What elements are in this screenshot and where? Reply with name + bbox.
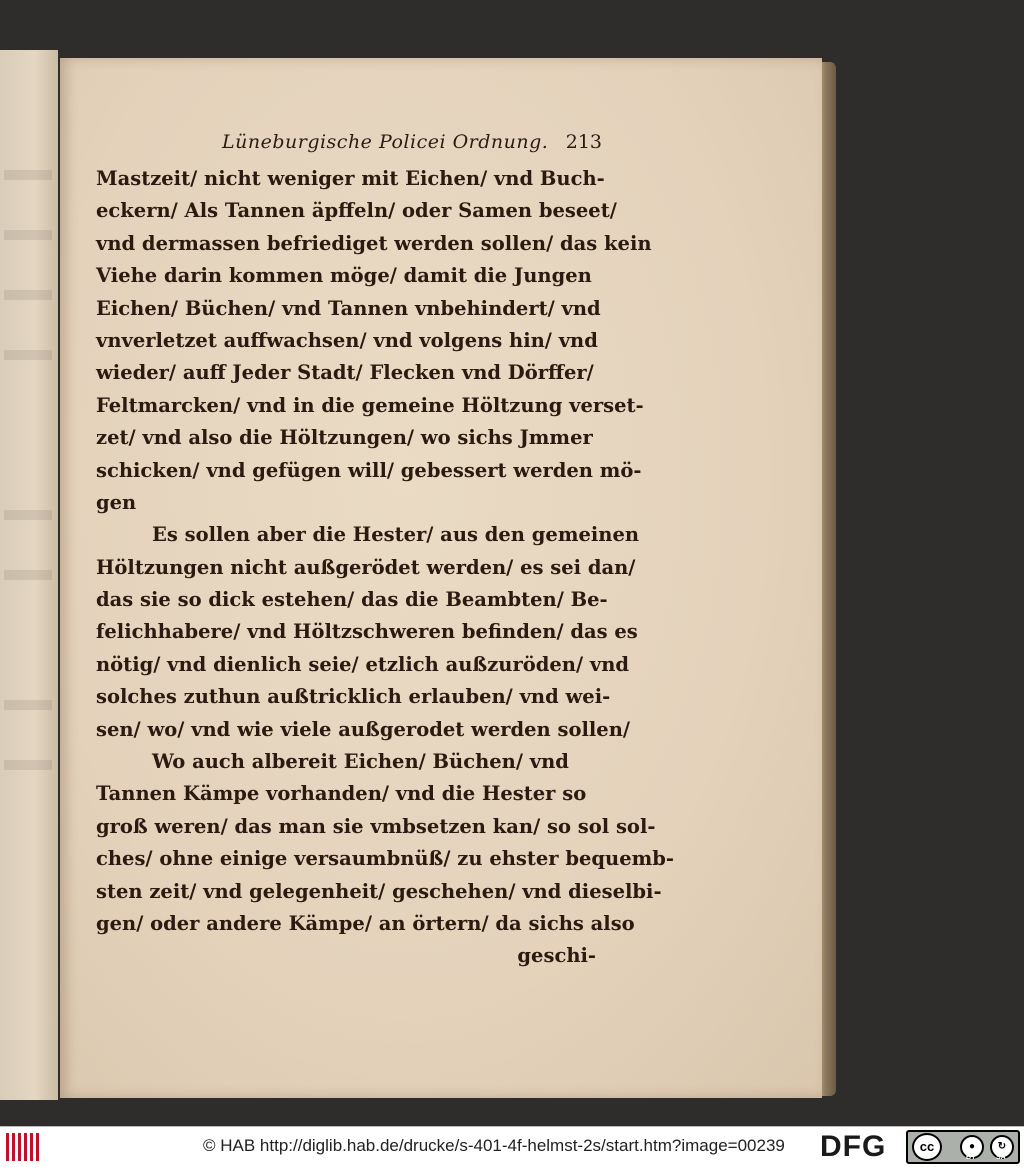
copyright-link[interactable]: © HAB http://diglib.hab.de/drucke/s-401-4f-helmst-2s/start.htm?image=00239 — [203, 1136, 785, 1155]
text-line: vnd dermassen befriediget werden sollen/ das kein — [96, 231, 652, 255]
bleed-through-text — [4, 230, 52, 240]
text-line: Wo auch albereit Eichen/ Büchen/ vnd — [152, 750, 569, 774]
text-line: Es sollen aber die Hester/ aus den gemeinen — [152, 523, 640, 547]
text-line: schicken/ vnd gefügen will/ gebessert werden mö- — [96, 458, 642, 482]
text-line: Eichen/ Büchen/ vnd Tannen vnbehindert/ vnd — [96, 296, 601, 320]
person-icon: ● — [960, 1135, 984, 1159]
text-line: sen/ wo/ vnd wie viele außgerodet werden sollen/ — [96, 717, 631, 741]
text-line: zet/ vnd also die Höltzungen/ wo sichs Jmmer — [96, 426, 593, 450]
text-line: felichhabere/ vnd Höltzschweren befinden/ das es — [96, 620, 638, 644]
bleed-through-text — [4, 290, 52, 300]
page-header — [222, 131, 602, 153]
text-line: Viehe darin kommen möge/ damit die Jungen — [96, 264, 592, 288]
bleed-through-text — [4, 170, 52, 180]
cc-icon: cc — [912, 1133, 942, 1161]
text-line: groß weren/ das man sie vmbsetzen kan/ so sol sol- — [96, 814, 656, 838]
text-line: solches zuthun außtricklich erlauben/ vnd wei- — [96, 685, 611, 709]
text-line: nötig/ vnd dienlich seie/ etzlich außzuröden/ vnd — [96, 652, 630, 676]
viewer-footer — [0, 1126, 1024, 1167]
text-line: vnverletzet auffwachsen/ vnd volgens hin/ vnd — [96, 328, 598, 352]
text-line: gen — [96, 490, 137, 514]
bleed-through-text — [4, 350, 52, 360]
text-line: gen/ oder andere Kämpe/ an örtern/ da sichs also — [96, 911, 635, 935]
bleed-through-text — [4, 700, 52, 710]
text-line: wieder/ auff Jeder Stadt/ Flecken vnd Dörffer/ — [96, 361, 594, 385]
text-line: Höltzungen nicht außgerödet werden/ es sei dan/ — [96, 555, 636, 579]
running-title: Lüneburgische Policei Ordnung. — [222, 131, 549, 153]
license-sa-label: SA — [996, 1154, 1006, 1161]
text-line: eckern/ Als Tannen äpffeln/ oder Samen beseet/ — [96, 199, 617, 223]
text-line: ches/ ohne einige versaumbnüß/ zu ehster bequemb- — [96, 847, 674, 871]
bleed-through-text — [4, 760, 52, 770]
hab-logo-icon — [6, 1133, 40, 1161]
text-line: Tannen Kämpe vorhanden/ vnd die Hester so — [96, 782, 587, 806]
page-number: 213 — [565, 131, 602, 153]
bleed-through-text — [4, 570, 52, 580]
facing-page-edge — [0, 50, 58, 1100]
text-line: das sie so dick estehen/ das die Beambten/ Be- — [96, 588, 608, 612]
text-line: geschi- — [517, 944, 596, 968]
bleed-through-text — [4, 510, 52, 520]
share-alike-icon: ↻ — [990, 1135, 1014, 1159]
cc-license-badge[interactable] — [906, 1130, 1020, 1164]
dfg-logo: DFG — [820, 1130, 887, 1163]
text-line: Feltmarcken/ vnd in die gemeine Höltzung verset- — [96, 393, 644, 417]
body-text — [96, 163, 674, 973]
text-line: sten zeit/ vnd gelegenheit/ geschehen/ vnd dieselbi- — [96, 879, 662, 903]
text-line: Mastzeit/ nicht weniger mit Eichen/ vnd Buch- — [96, 167, 605, 190]
license-by-label: BY — [966, 1154, 976, 1161]
